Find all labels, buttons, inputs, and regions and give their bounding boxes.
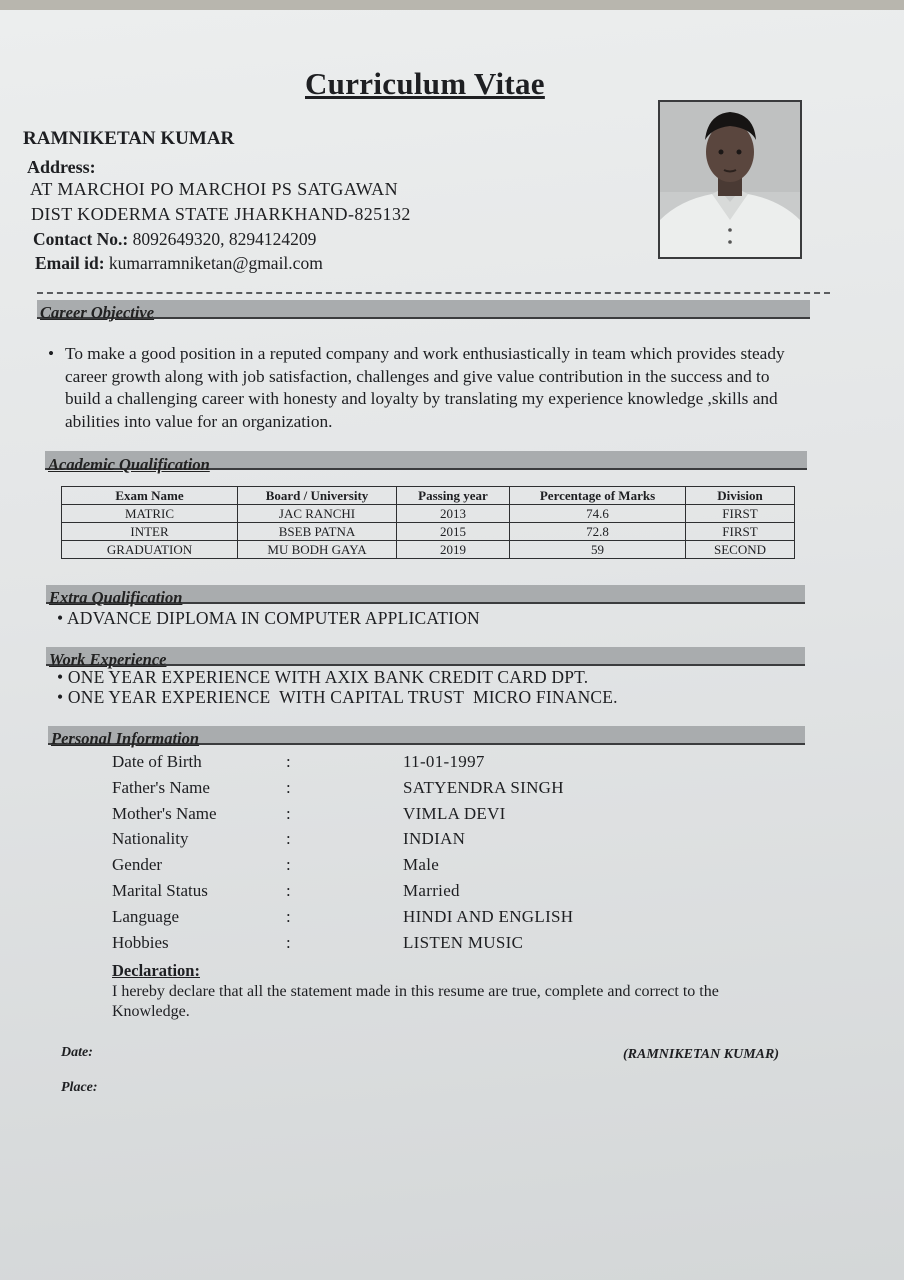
cell: FIRST — [686, 505, 795, 523]
cell: INTER — [62, 523, 238, 541]
personal-info-list — [112, 751, 712, 957]
personal-row-language — [112, 906, 712, 932]
contact-value: 8092649320, 8294124209 — [132, 229, 317, 249]
personal-key: Date of Birth — [112, 752, 202, 771]
extra-qualification-heading: Extra Qualification — [49, 588, 183, 607]
table-header-row — [62, 487, 795, 505]
personal-value: 11-01-1997 — [403, 752, 485, 771]
personal-colon: : — [286, 829, 291, 849]
academic-table — [61, 486, 795, 559]
person-photo-icon — [660, 102, 800, 257]
personal-value: SATYENDRA SINGH — [403, 777, 564, 797]
cell: FIRST — [686, 523, 795, 541]
personal-key: Marital Status — [112, 880, 208, 900]
signature-name: (RAMNIKETAN KUMAR) — [623, 1047, 779, 1062]
extra-qualification-list — [57, 608, 480, 628]
personal-row-marital — [112, 880, 712, 906]
list-item — [57, 687, 618, 707]
work-item-text: ONE YEAR EXPERIENCE WITH CAPITAL TRUST MICRO FINANCE. — [67, 687, 618, 707]
list-item — [57, 667, 618, 687]
personal-colon: : — [286, 752, 291, 771]
cell: 2019 — [397, 541, 510, 559]
personal-row-nationality — [112, 828, 712, 854]
list-item — [57, 608, 480, 628]
col-division: Division — [686, 487, 795, 505]
contact-label: Contact No.: — [33, 229, 129, 249]
address-line-1: AT MARCHOI PO MARCHOI PS SATGAWAN — [30, 179, 398, 199]
header-divider — [37, 292, 830, 294]
personal-key: Hobbies — [112, 932, 169, 952]
declaration-heading: Declaration: — [112, 961, 200, 980]
personal-colon: : — [286, 777, 291, 797]
personal-colon: : — [286, 880, 291, 900]
career-objective-text — [48, 343, 788, 433]
col-board: Board / University — [238, 487, 397, 505]
personal-value: LISTEN MUSIC — [403, 932, 524, 952]
cell: MU BODH GAYA — [238, 541, 397, 559]
personal-colon: : — [286, 803, 291, 823]
email-label: Email id: — [35, 253, 105, 273]
personal-colon: : — [286, 855, 291, 875]
personal-value: Married — [403, 880, 460, 900]
personal-colon: : — [286, 906, 291, 926]
personal-row-father — [112, 777, 712, 803]
top-edge — [0, 0, 904, 10]
table-row — [62, 541, 795, 559]
bullet-icon: • — [57, 687, 64, 707]
col-percentage: Percentage of Marks — [510, 487, 686, 505]
email-value: kumarramniketan@gmail.com — [108, 253, 323, 273]
email — [35, 253, 323, 274]
extra-item-text: ADVANCE DIPLOMA IN COMPUTER APPLICATION — [66, 608, 480, 628]
work-experience-list — [57, 667, 618, 707]
col-passing-year: Passing year — [397, 487, 510, 505]
declaration-text: I hereby declare that all the statement made in this resume are true, complete and correct to the Knowledge. — [112, 983, 719, 1020]
personal-value: VIMLA DEVI — [403, 803, 506, 823]
cell: 59 — [510, 541, 686, 559]
candidate-name: RAMNIKETAN KUMAR — [23, 128, 235, 149]
cell: BSEB PATNA — [238, 523, 397, 541]
personal-key: Language — [112, 906, 180, 926]
academic-heading: Academic Qualification — [48, 455, 210, 474]
personal-colon: : — [286, 932, 291, 952]
personal-key: Mother's Name — [112, 803, 217, 823]
cell: JAC RANCHI — [238, 505, 397, 523]
cell: MATRIC — [62, 505, 238, 523]
bullet-icon: • — [57, 667, 64, 687]
personal-row-gender — [112, 854, 712, 880]
cell: 2013 — [397, 505, 510, 523]
work-experience-heading: Work Experience — [49, 650, 167, 669]
table-row — [62, 523, 795, 541]
document-title: Curriculum Vitae — [305, 66, 545, 101]
personal-row-dob — [112, 751, 712, 777]
profile-photo — [658, 100, 802, 259]
personal-value: HINDI AND ENGLISH — [403, 906, 574, 926]
work-item-text: ONE YEAR EXPERIENCE WITH AXIX BANK CREDIT CARD DPT. — [67, 667, 589, 687]
personal-key: Gender — [112, 855, 163, 875]
personal-row-hobbies — [112, 932, 712, 958]
personal-value: Male — [403, 855, 440, 875]
address-label: Address: — [27, 157, 96, 177]
date-label: Date: — [61, 1045, 93, 1060]
bullet-icon: • — [48, 344, 55, 363]
cell: GRADUATION — [62, 541, 238, 559]
cell: 74.6 — [510, 505, 686, 523]
objective-paragraph: To make a good position in a reputed company and work enthusiastically in team which provides steady career growth along with job satisfaction, challenges and give value contribution in the success and to build a challenging career with honesty and loyalty by translating my experience knowledge ,skills and abilities into value for an organization. — [65, 344, 785, 431]
personal-value: INDIAN — [403, 829, 466, 849]
personal-info-heading: Personal Information — [51, 729, 200, 748]
bullet-icon: • — [57, 608, 64, 628]
col-exam-name: Exam Name — [62, 487, 238, 505]
address-line-2: DIST KODERMA STATE JHARKHAND-825132 — [31, 204, 411, 224]
contact-numbers — [33, 229, 316, 250]
cell: 2015 — [397, 523, 510, 541]
table-row — [62, 505, 795, 523]
personal-row-mother — [112, 803, 712, 829]
personal-key: Father's Name — [112, 777, 210, 797]
place-label: Place: — [61, 1080, 98, 1095]
career-objective-heading: Career Objective — [40, 303, 155, 322]
cell: 72.8 — [510, 523, 686, 541]
cell: SECOND — [686, 541, 795, 559]
personal-key: Nationality — [112, 829, 189, 849]
